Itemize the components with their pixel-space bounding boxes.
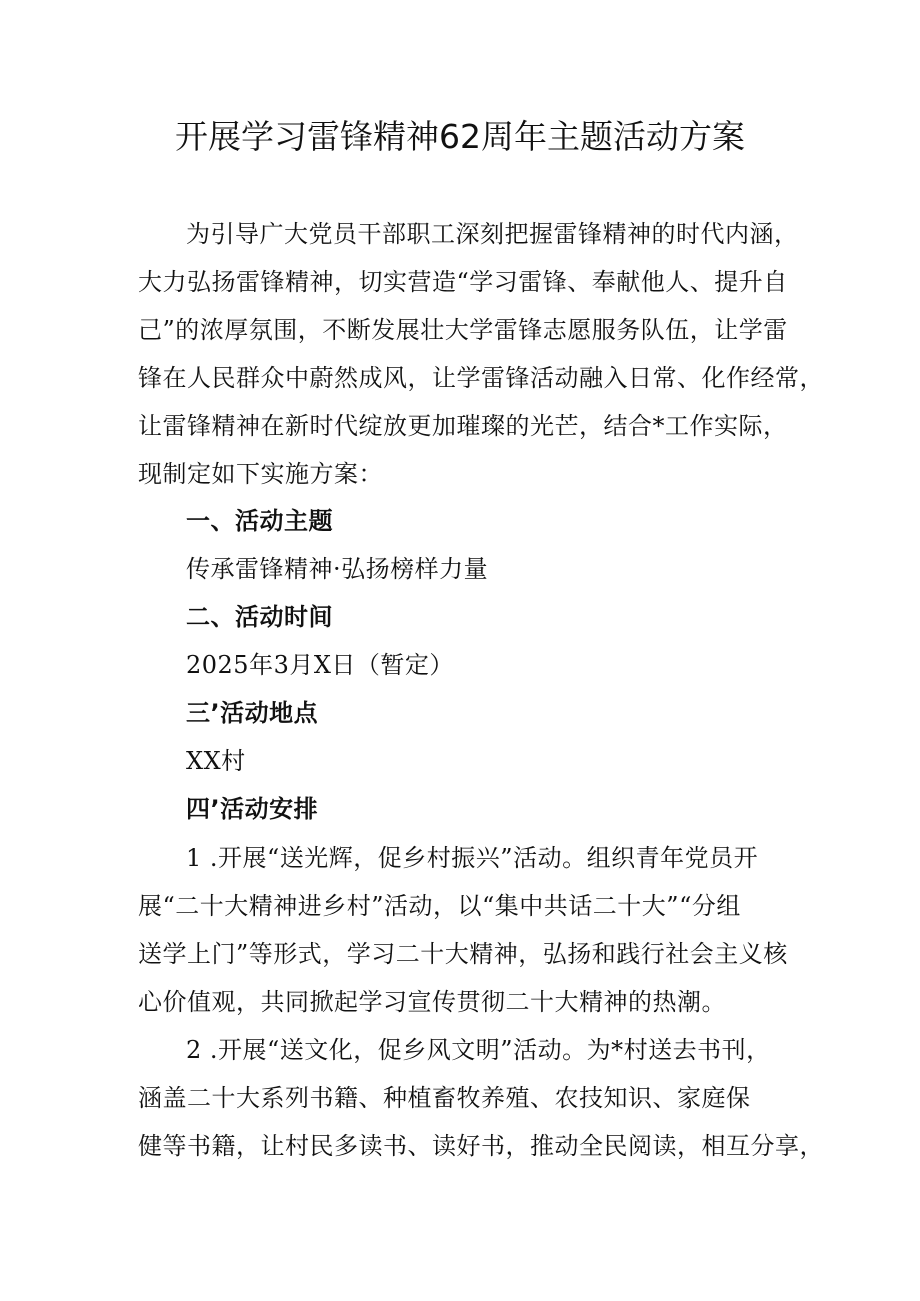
intro-line: 己”的浓厚氛围，不断发展壮大学雷锋志愿服务队伍，让学雷 <box>138 316 788 344</box>
arrangement-item-1-line: 展“二十大精神进乡村”活动，以“集中共话二十大”“分组 <box>138 892 741 920</box>
section-heading-theme: 一、活动主题 <box>186 507 333 535</box>
intro-line: 锋在人民群众中蔚然成风，让学雷锋活动融入日常、化作经常， <box>138 364 824 392</box>
arrangement-item-2-line: 2 .开展“送文化，促乡风文明”活动。为*村送去书刊， <box>186 1036 771 1064</box>
arrangement-item-1-line: 心价值观，共同掀起学习宣传贯彻二十大精神的热潮。 <box>138 988 726 1016</box>
arrangement-item-1-line: 1 .开展“送光辉，促乡村振兴”活动。组织青年党员开 <box>186 844 759 872</box>
arrangement-item-2-line: 健等书籍，让村民多读书、读好书，推动全民阅读，相互分享， <box>138 1132 824 1160</box>
intro-line: 让雷锋精神在新时代绽放更加璀璨的光芒，结合*工作实际， <box>138 412 788 440</box>
section-content-location: XX村 <box>186 747 246 775</box>
intro-line: 现制定如下实施方案： <box>138 460 383 488</box>
document-title: 开展学习雷锋精神62周年主题活动方案 <box>175 117 745 156</box>
section-heading-location: 三’活动地点 <box>186 699 319 727</box>
arrangement-item-1-line: 送学上门”等形式，学习二十大精神，弘扬和践行社会主义核 <box>138 940 788 968</box>
section-content-theme: 传承雷锋精神·弘扬榜样力量 <box>186 555 489 583</box>
intro-line: 大力弘扬雷锋精神，切实营造“学习雷锋、奉献他人、提升自 <box>138 268 788 296</box>
intro-line: 为引导广大党员干部职工深刻把握雷锋精神的时代内涵， <box>186 220 799 248</box>
section-heading-time: 二、活动时间 <box>186 603 333 631</box>
section-content-time: 2025年3月X日（暂定） <box>186 651 454 679</box>
section-heading-arrangement: 四’活动安排 <box>186 795 319 823</box>
arrangement-item-2-line: 涵盖二十大系列书籍、种植畜牧养殖、农技知识、家庭保 <box>138 1084 751 1112</box>
